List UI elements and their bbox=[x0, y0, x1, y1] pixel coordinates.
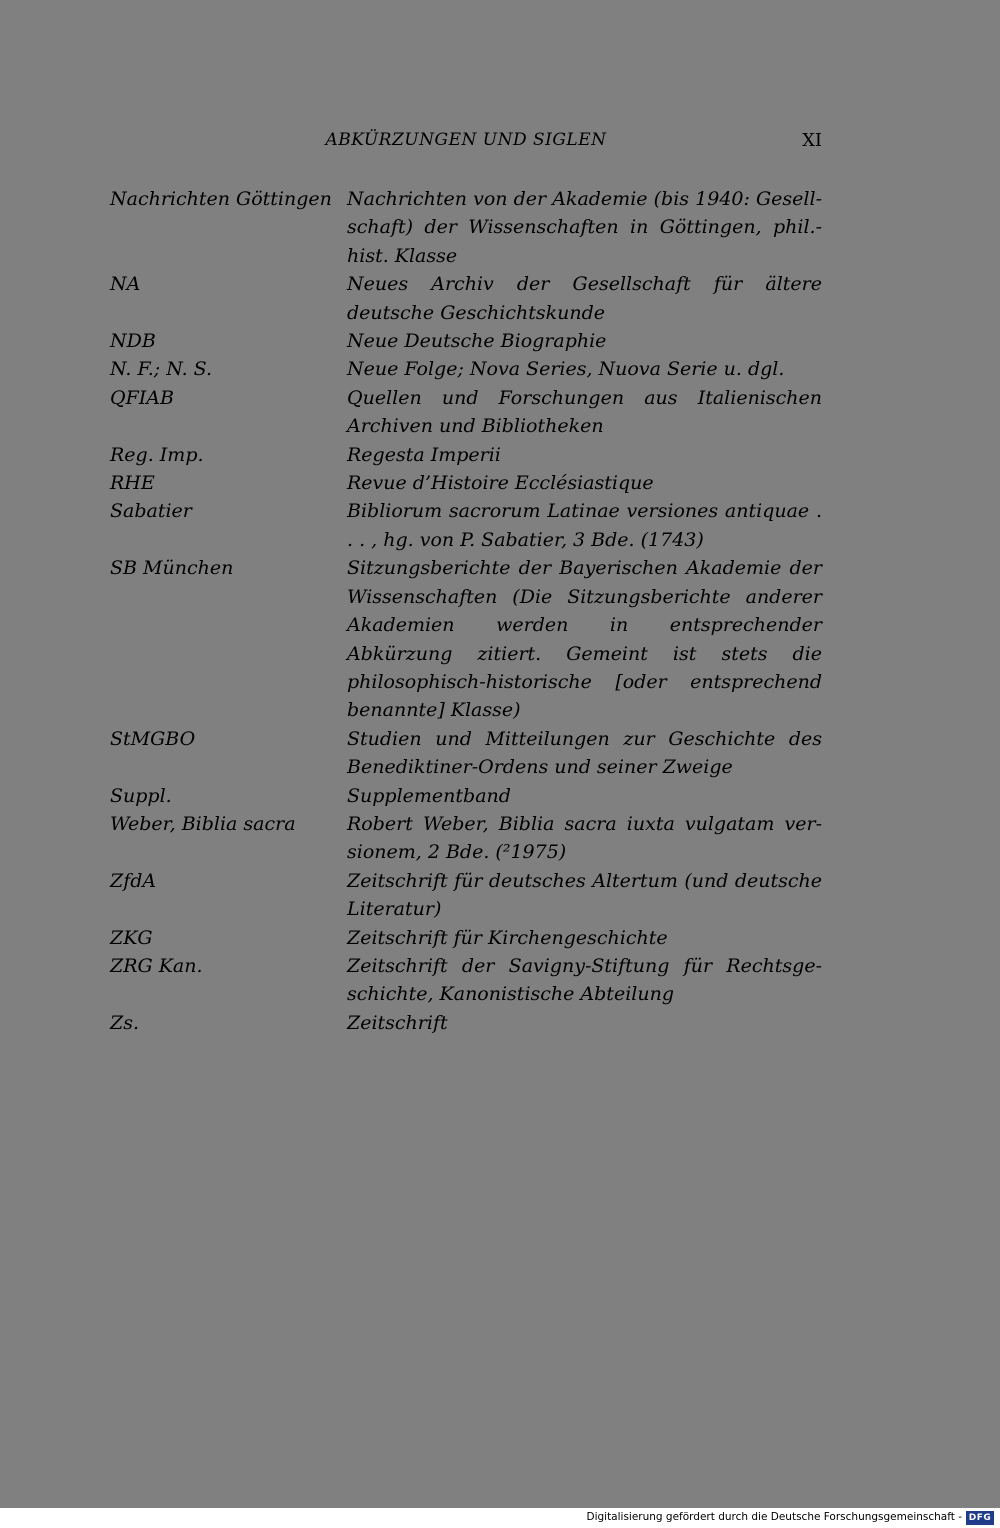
abbreviation-expansion: Quellen und Forschungen aus Italienischen Archiven und Bibliotheken bbox=[347, 386, 822, 438]
abbreviation-entry bbox=[110, 327, 822, 355]
abbreviation-expansion: Regesta Imperii bbox=[347, 443, 501, 466]
abbreviation-expansion: Zeitschrift für Kirchengeschichte bbox=[347, 926, 668, 949]
abbreviation-entry bbox=[110, 924, 822, 952]
abbreviation-entry bbox=[110, 441, 822, 469]
abbreviation: Suppl. bbox=[110, 784, 172, 807]
abbreviation: ZfdA bbox=[110, 869, 157, 892]
abbreviation-expansion: Zeitschrift bbox=[347, 1011, 448, 1034]
abbreviation: QFIAB bbox=[110, 386, 174, 409]
abbreviation-expansion: Revue d’Histoire Ecclésiastique bbox=[347, 472, 654, 495]
abbreviation-list bbox=[110, 185, 822, 1037]
abbreviation: ZKG bbox=[110, 926, 153, 949]
abbreviation-entry bbox=[110, 469, 822, 497]
abbreviation-expansion: Studien und Mitteilungen zur Geschichte des Benediktiner-Ordens und seiner Zweige bbox=[347, 727, 822, 779]
abbreviation-expansion: Nachrichten von der Akademie (bis 1940: Gesellschaft) der Wissenschaften in Göttingen, phil.-hist. Klasse bbox=[347, 188, 822, 267]
abbreviation: Nachrichten Göttingen bbox=[110, 188, 332, 210]
abbreviation: RHE bbox=[110, 472, 155, 495]
abbreviation-expansion: Neue Folge; Nova Series, Nuova Serie u. dgl. bbox=[347, 358, 785, 381]
abbreviation: Reg. Imp. bbox=[110, 443, 204, 466]
running-head bbox=[110, 130, 822, 158]
abbreviation-entry bbox=[110, 355, 822, 383]
abbreviation: NA bbox=[110, 273, 141, 296]
abbreviation-expansion: Zeitschrift der Savigny-Stiftung für Rechtsgeschichte, Kanonistische Abteilung bbox=[347, 954, 822, 1006]
abbreviation-entry bbox=[110, 384, 822, 441]
abbreviation-entry bbox=[110, 867, 822, 924]
abbreviation-entry bbox=[110, 810, 822, 867]
abbreviation-expansion: Supplementband bbox=[347, 784, 511, 807]
abbreviation-expansion: Neues Archiv der Gesellschaft für ältere deutsche Geschichtskunde bbox=[347, 273, 822, 324]
abbreviation: ZRG Kan. bbox=[110, 954, 203, 977]
abbreviation-expansion: Zeitschrift für deutsches Altertum (und deutsche Literatur) bbox=[347, 869, 822, 921]
running-title: ABKÜRZUNGEN UND SIGLEN bbox=[325, 130, 607, 150]
funding-notice: Digitalisierung gefördert durch die Deutsche Forschungsgemeinschaft - bbox=[586, 1511, 962, 1523]
abbreviation-entry bbox=[110, 270, 822, 327]
digitization-footer bbox=[0, 1508, 1000, 1528]
abbreviation: NDB bbox=[110, 330, 156, 353]
abbreviation: Zs. bbox=[110, 1011, 139, 1034]
abbreviation-entry bbox=[110, 185, 822, 270]
abbreviation-expansion: Robert Weber, Biblia sacra iuxta vulgatam versionem, 2 Bde. (²1975) bbox=[347, 812, 822, 864]
abbreviation-entry bbox=[110, 782, 822, 810]
abbreviation-entry bbox=[110, 497, 822, 554]
dfg-logo: DFG bbox=[966, 1511, 994, 1525]
abbreviation: Sabatier bbox=[110, 500, 192, 523]
abbreviation-expansion: Bibliorum sacrorum Latinae versiones antiquae . . . , hg. von P. Sabatier, 3 Bde. (1743) bbox=[347, 500, 822, 551]
abbreviation-expansion: Neue Deutsche Biographie bbox=[347, 330, 607, 353]
abbreviation: N. F.; N. S. bbox=[110, 358, 213, 381]
abbreviation-entry bbox=[110, 1009, 822, 1037]
abbreviation-entry bbox=[110, 725, 822, 782]
page-number: XI bbox=[802, 130, 822, 151]
abbreviation-expansion: Sitzungsberichte der Bayerischen Akademie der Wissenschaften (Die Sitzungsberichte anderer Akademien werden in entsprechender Abkürzung zitiert. Gemeint ist stets die philosophisch-historische [oder entsprechend benannte] Klasse) bbox=[347, 557, 822, 722]
abbreviation: StMGBO bbox=[110, 727, 196, 750]
abbreviation: SB München bbox=[110, 557, 234, 580]
abbreviation-entry bbox=[110, 952, 822, 1009]
abbreviation: Weber, Biblia sacra bbox=[110, 812, 296, 835]
abbreviation-entry bbox=[110, 554, 822, 724]
